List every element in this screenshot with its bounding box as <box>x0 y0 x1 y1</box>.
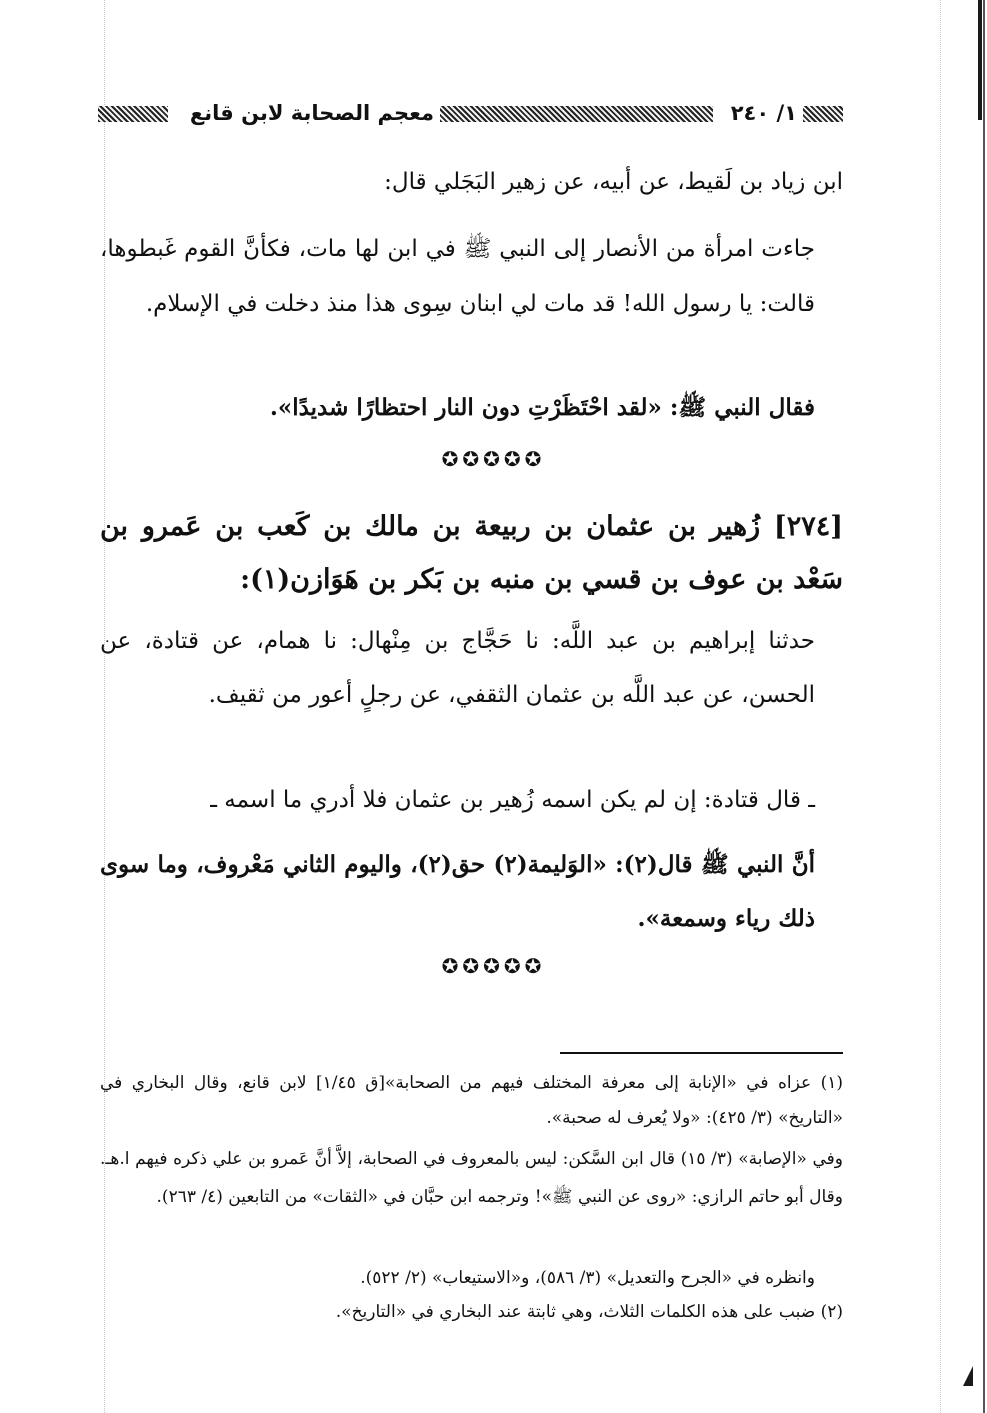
isnad: حدثنا إبراهيم بن عبد اللَّه: نا حَجَّاج بن مِنْهال: نا همام، عن قتادة، عن الحسن، عن عبد اللَّه بن عثمان الثقفي، عن رجلٍ أعور من ثقيف. <box>100 628 815 708</box>
narration: جاءت امرأة من الأنصار إلى النبي ﷺ في ابن لها مات، فكأنَّ القوم غَبطوها، قالت: يا رسول الله! قد مات لي ابنان سِوى هذا منذ دخلت في الإسلام. <box>100 236 815 317</box>
running-header <box>98 98 843 128</box>
section-separator: ✪✪✪✪✪ <box>441 447 546 471</box>
header-ornament-right <box>803 106 843 122</box>
scan-edge-top-right <box>978 0 982 120</box>
qatada-note: ـ قال قتادة: إن لم يكن اسمه زُهير بن عثمان فلا أدري ما اسمه ـ <box>210 787 815 813</box>
page-number: ١/ ٢٤٠ <box>725 98 803 128</box>
entry-heading: [٢٧٤] زُهير بن عثمان بن ربيعة بن مالك بن كَعب بن عَمرو بن سَعْد بن عوف بن قسي بن منبه بن بَكر بن هَوَازن(١): <box>100 511 843 595</box>
chain-end: ابن زياد بن لَقيط، عن أبيه، عن زهير البَجَلي قال: <box>384 169 843 195</box>
footnote-rule <box>560 1052 843 1054</box>
scan-mark-bottom-right <box>963 1366 973 1386</box>
scan-dotline-right <box>940 0 941 1413</box>
prophet-hadith: فقال النبي ﷺ: «لقد احْتَظَرْتِ دون النار احتظارًا شديدًا». <box>269 394 815 421</box>
wedding-feast-hadith: أنَّ النبي ﷺ قال(٢): «الوَليمة(٢) حق(٢)، واليوم الثاني مَعْروف، وما سوى ذلك رياء وسمعة». <box>100 851 815 932</box>
section-separator-end: ✪✪✪✪✪ <box>441 954 546 978</box>
scan-edge-right <box>983 0 985 1413</box>
footnote-1: (١) عزاه في «الإنابة إلى معرفة المختلف فيهم من الصحابة»[ق ١/٤٥] لابن قانع، وقال البخاري في «التاريخ» (٣/ ٤٢٥): «ولا يُعرف له صحبة». <box>100 1073 843 1128</box>
footnote-2: (٢) ضبب على هذه الكلمات الثلاث، وهي ثابتة عند البخاري في «التاريخ». <box>335 1302 843 1322</box>
header-ornament-left <box>98 106 168 122</box>
header-ornament-middle <box>440 106 713 122</box>
footnote-1-isaba: وفي «الإصابة» (٣/ ١٥) قال ابن السَّكن: ليس بالمعروف في الصحابة، إلاَّ أنَّ عَمرو بن علي ذكره فيهم ا.هـ. وقال أبو حاتم الرازي: «روى عن النبي ﷺ»! وترجمه ابن حبَّان في «الثقات» من التابعين (٤/ ٢٦٣). <box>100 1149 843 1207</box>
book-title: معجم الصحابة لابن قانع <box>184 98 440 128</box>
footnote-1-see-also: وانظره في «الجرح والتعديل» (٣/ ٥٨٦)، و«الاستيعاب» (٢/ ٥٢٢). <box>360 1268 815 1288</box>
